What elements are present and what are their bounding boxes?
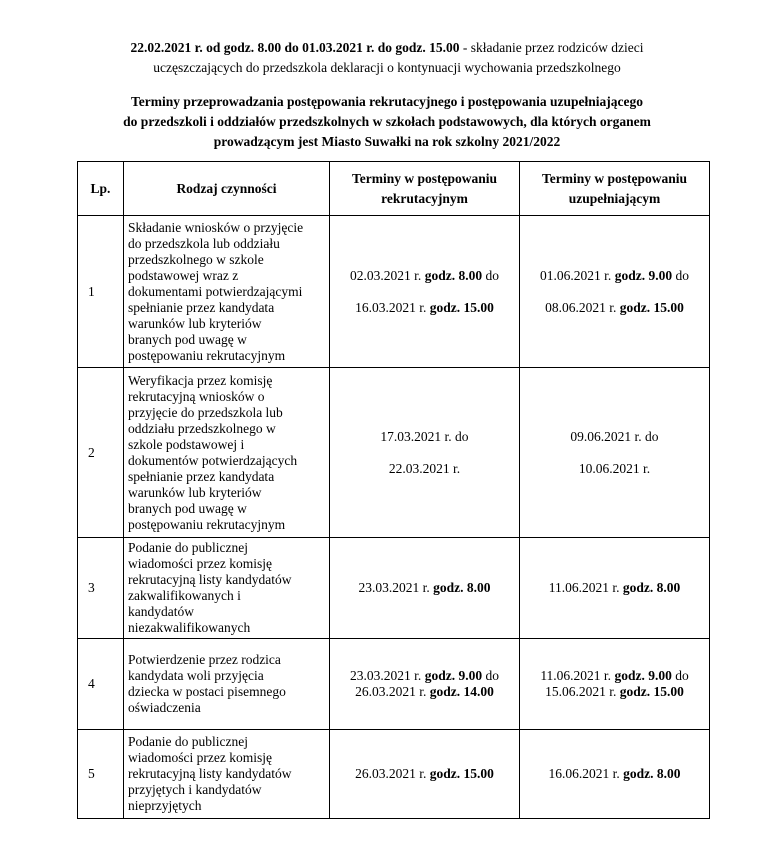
date-line: 09.06.2021 r. do — [570, 428, 659, 444]
row-number: 5 — [78, 730, 124, 819]
activity-line: dziecka w postaci pisemnego — [128, 684, 286, 699]
activity-cell — [124, 368, 330, 538]
time-text: godz. 15.00 — [619, 299, 684, 315]
header-supplementary — [520, 162, 710, 216]
activity-line: zakwalifikowanych i — [128, 588, 241, 603]
activity-line: szkole podstawowej i — [128, 436, 245, 452]
activity-line: niezakwalifikowanych — [128, 620, 251, 635]
table-row — [78, 639, 710, 730]
time-text: godz. 15.00 — [429, 766, 494, 781]
date-text: 15.06.2021 r. — [545, 684, 620, 699]
row-number: 1 — [78, 216, 124, 368]
activity-line: rekrutacyjną wniosków o — [128, 388, 265, 404]
supplementary-date-cell — [520, 538, 710, 639]
date-text: do — [482, 267, 499, 283]
time-text: godz. 14.00 — [429, 684, 494, 699]
row-number: 2 — [78, 368, 124, 538]
activity-cell — [124, 730, 330, 819]
date-line — [330, 684, 519, 700]
intro-paragraph — [60, 38, 714, 78]
activity-line: postępowaniu rekrutacyjnym — [128, 516, 286, 532]
date-text: 11.06.2021 r. — [548, 580, 623, 595]
supplementary-date-cell — [520, 730, 710, 819]
date-line: 17.03.2021 r. do — [380, 428, 469, 444]
time-text: godz. 15.00 — [429, 299, 494, 315]
date-text: 11.06.2021 r. — [540, 668, 615, 683]
header-recruitment — [330, 162, 520, 216]
title-line-3: prowadzącym jest Miasto Suwałki na rok szkolny 2021/2022 — [213, 134, 561, 149]
activity-cell — [124, 216, 330, 368]
activity-line: nieprzyjętych — [128, 798, 202, 813]
activity-line: oddziału przedszkolnego w — [128, 420, 276, 436]
supplementary-date-cell — [520, 368, 710, 538]
date-text: do — [672, 267, 689, 283]
header-activity: Rodzaj czynności — [124, 162, 330, 216]
intro-text-1: składanie przez rodziców dzieci — [470, 40, 644, 55]
title-line-2: do przedszkoli i oddziałów przedszkolnych w szkołach podstawowych, dla których organem — [123, 114, 651, 129]
activity-line: oświadczenia — [128, 700, 201, 715]
date-text: 26.03.2021 r. — [355, 684, 430, 699]
date-line — [520, 292, 709, 324]
activity-line: dokumentów potwierdzających — [128, 452, 298, 468]
date-text: 26.03.2021 r. — [355, 766, 430, 781]
header-lp: Lp. — [78, 162, 124, 216]
intro-separator: - — [459, 40, 471, 55]
recruitment-date-cell — [330, 216, 520, 368]
date-line: 10.06.2021 r. — [578, 460, 651, 476]
date-text: 02.03.2021 r. — [350, 267, 425, 283]
activity-line: wiadomości przez komisję — [128, 750, 272, 765]
time-text: godz. 8.00 — [424, 267, 483, 283]
time-text: godz. 8.00 — [433, 580, 491, 595]
date-line — [520, 684, 709, 700]
schedule-table — [77, 161, 710, 819]
recruitment-date-cell — [330, 368, 520, 538]
intro-line-2: uczęszczających do przedszkola deklaracji o kontynuacji wychowania przedszkolnego — [153, 60, 621, 75]
time-text: godz. 9.00 — [424, 668, 483, 683]
date-line — [520, 668, 709, 684]
activity-line: warunków lub kryteriów — [128, 315, 262, 331]
supplementary-date-cell — [520, 639, 710, 730]
date-line: 22.03.2021 r. — [388, 460, 461, 476]
activity-line: przyjęcie do przedszkola lub — [128, 404, 283, 420]
activity-line: dokumentami potwierdzającymi — [128, 283, 303, 299]
intro-date-range: 22.02.2021 r. od godz. 8.00 do 01.03.2021 r. do godz. 15.00 — [130, 40, 460, 55]
activity-line: Składanie wniosków o przyjęcie — [128, 219, 304, 235]
activity-line: Podanie do publicznej — [128, 540, 248, 555]
page-title — [60, 92, 714, 152]
date-text: do — [671, 668, 689, 683]
time-text: godz. 9.00 — [614, 668, 672, 683]
activity-line: podstawowej wraz z — [128, 267, 239, 283]
activity-line: kandydata woli przyjęcia — [128, 668, 264, 683]
activity-line: branych pod uwagę w — [128, 331, 247, 347]
title-line-1: Terminy przeprowadzania postępowania rekrutacyjnego i postępowania uzupełniającego — [130, 94, 643, 109]
date-line — [520, 260, 709, 292]
recruitment-date-cell — [330, 730, 520, 819]
header-recruitment-line-1: Terminy w postępowaniu — [351, 170, 498, 186]
date-line — [330, 260, 519, 292]
date-text: 01.06.2021 r. — [540, 267, 615, 283]
activity-line: rekrutacyjną listy kandydatów — [128, 766, 292, 781]
activity-line: przyjętych i kandydatów — [128, 782, 262, 797]
activity-line: branych pod uwagę w — [128, 500, 247, 516]
activity-line: kandydatów — [128, 604, 194, 619]
time-text: godz. 8.00 — [623, 766, 681, 781]
date-text: 16.03.2021 r. — [355, 299, 430, 315]
date-text: 23.03.2021 r. — [350, 668, 425, 683]
table-row — [78, 730, 710, 819]
row-number: 3 — [78, 538, 124, 639]
recruitment-date-cell — [330, 639, 520, 730]
header-supplementary-line-2: uzupełniającym — [568, 190, 661, 206]
time-text: godz. 8.00 — [622, 580, 681, 595]
table-row — [78, 538, 710, 639]
activity-line: wiadomości przez komisję — [128, 556, 272, 571]
date-text: 23.03.2021 r. — [358, 580, 434, 595]
activity-line: Podanie do publicznej — [128, 734, 248, 749]
row-number: 4 — [78, 639, 124, 730]
time-text: godz. 9.00 — [614, 267, 673, 283]
date-text: 16.06.2021 r. — [548, 766, 624, 781]
activity-line: rekrutacyjną listy kandydatów — [128, 572, 292, 587]
activity-line: przedszkolnego w szkole — [128, 251, 264, 267]
supplementary-date-cell — [520, 216, 710, 368]
activity-cell — [124, 538, 330, 639]
time-text: godz. 15.00 — [619, 684, 684, 699]
table-row — [78, 368, 710, 538]
date-line — [330, 292, 519, 324]
table-header-row — [78, 162, 710, 216]
header-recruitment-line-2: rekrutacyjnym — [381, 190, 468, 206]
intro-line-1 — [60, 38, 714, 58]
activity-line: spełnianie przez kandydata — [128, 468, 275, 484]
activity-line: Potwierdzenie przez rodzica — [128, 652, 281, 667]
activity-line: spełnianie przez kandydata — [128, 299, 275, 315]
header-supplementary-line-1: Terminy w postępowaniu — [541, 170, 688, 186]
activity-line: Weryfikacja przez komisję — [128, 372, 273, 388]
activity-cell — [124, 639, 330, 730]
activity-line: do przedszkola lub oddziału — [128, 235, 280, 251]
table-row — [78, 216, 710, 368]
date-line — [330, 668, 519, 684]
activity-line: warunków lub kryteriów — [128, 484, 262, 500]
date-text: 08.06.2021 r. — [545, 299, 620, 315]
date-text: do — [482, 668, 499, 683]
activity-line: postępowaniu rekrutacyjnym — [128, 347, 286, 363]
recruitment-date-cell — [330, 538, 520, 639]
